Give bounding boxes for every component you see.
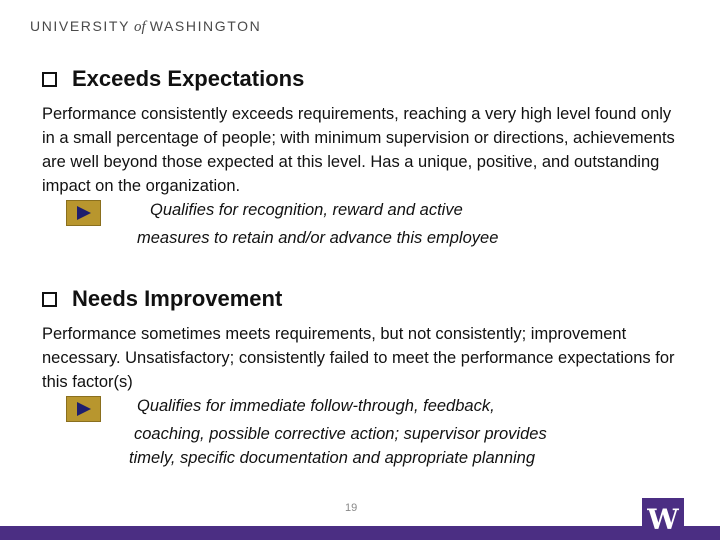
uw-w-logo: W [642,498,684,540]
university-wordmark [30,18,261,36]
heading-text: Needs Improvement [72,286,283,311]
section-exceeds-expectations [42,66,682,256]
section-description: Performance consistently exceeds requirements, reaching a very high level found only in a small percentage of people; with minimum supervision or directions, achievements are well beyond those expected at this level. Has a unique, positive, and outstanding impact on the organization. [42,105,675,195]
play-arrow-icon [66,200,101,226]
play-arrow-icon [66,396,101,422]
qualifies-line: measures to retain and/or advance this employee [137,229,499,247]
qualifies-line: Qualifies for recognition, reward and active [150,201,463,219]
section-description: Performance sometimes meets requirements, but not consistently; improvement necessary. Unsatisfactory; consistently failed to meet the performance expectations for this factor(s) [42,325,675,391]
section-heading [42,66,682,92]
footer-bar [0,526,720,540]
section-needs-improvement [42,286,682,474]
qualifies-line: timely, specific documentation and appropriate planning [129,449,536,467]
qualifies-block [42,198,682,256]
qualifies-block [42,394,682,474]
checkbox-icon [42,292,57,307]
wordmark-washington: WASHINGTON [149,18,262,34]
qualifies-line: Qualifies for immediate follow-through, feedback, [137,397,495,415]
heading-text: Exceeds Expectations [72,66,305,91]
page-number: 19 [345,502,358,514]
checkbox-icon [42,72,57,87]
wordmark-university: UNIVERSITY [30,18,131,34]
qualifies-line: coaching, possible corrective action; supervisor provides [134,425,547,443]
section-heading [42,286,682,312]
wordmark-of: of [134,19,146,35]
